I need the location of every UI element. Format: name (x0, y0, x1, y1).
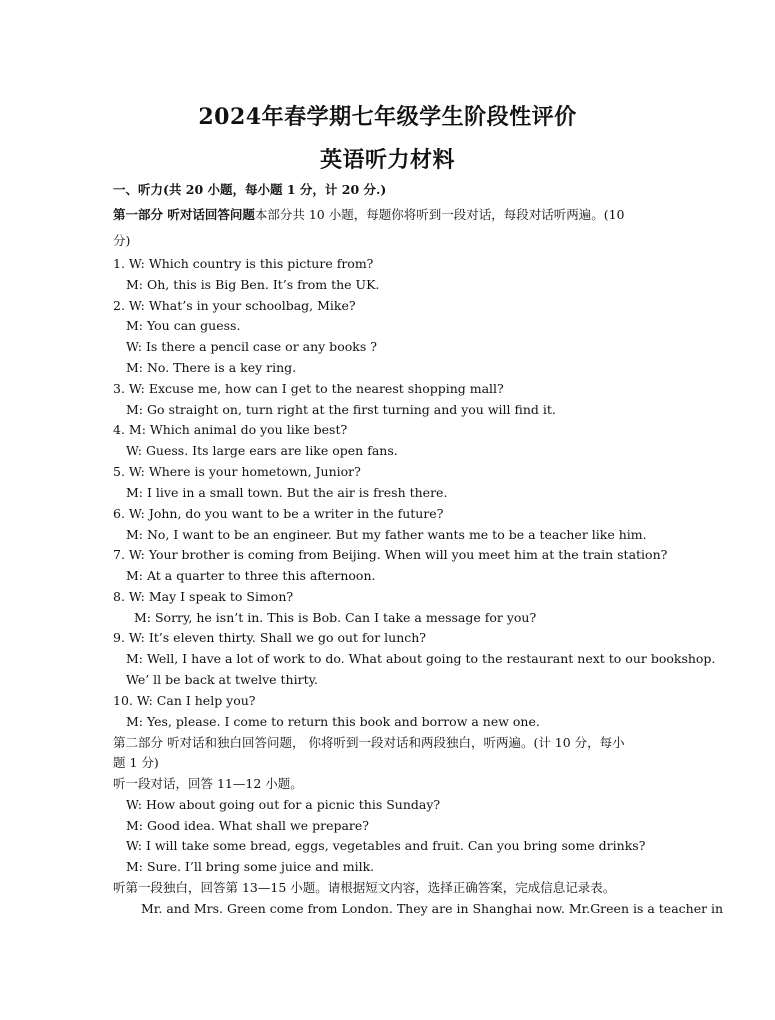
dialogue-line: M: No. There is a key ring. (126, 360, 297, 375)
dialogue-line: M: I live in a small town. But the air is fresh there. (126, 485, 448, 500)
dialogue-line: W: How about going out for a picnic this Sunday? (126, 797, 441, 812)
page-subtitle: 英语听力材料 (319, 147, 455, 173)
dialogue-line: M: No, I want to be an engineer. But my father wants me to be a teacher like him. (126, 527, 647, 542)
dialogue-line: 2. W: What’s in your schoolbag, Mike? (113, 298, 356, 313)
dialogue-line: M: Yes, please. I come to return this book and borrow a new one. (126, 714, 540, 729)
dialogue-line: M: Go straight on, turn right at the first turning and you will find it. (126, 402, 556, 417)
dialogue-line: M: Sure. I’ll bring some juice and milk. (126, 859, 375, 874)
part2-dialog-intro: 听一段对话，回答 11—12 小题。 (113, 776, 303, 791)
dialogue-line: 6. W: John, do you want to be a writer in the future? (113, 506, 444, 521)
dialogue-line: M: Good idea. What shall we prepare? (126, 818, 369, 833)
dialogue-line: We’ ll be back at twelve thirty. (126, 672, 318, 687)
dialogue-line: M: Oh, this is Big Ben. It’s from the UK. (126, 277, 380, 292)
part1-instructions-cont: 分) (113, 233, 131, 248)
dialogue-line: 8. W: May I speak to Simon? (113, 589, 294, 604)
dialogue-line: 1. W: Which country is this picture from? (113, 256, 374, 271)
dialogue-line: 10. W: Can I help you? (113, 693, 256, 708)
dialogue-line: M: Sorry, he isn’t in. This is Bob. Can I take a message for you? (134, 610, 537, 625)
dialogue-line: W: I will take some bread, eggs, vegetables and fruit. Can you bring some drinks? (126, 838, 646, 853)
dialogue-line: 9. W: It’s eleven thirty. Shall we go out for lunch? (113, 630, 426, 645)
part1-instructions: 第一部分 听对话回答问题本部分共 10 小题，每题你将听到一段对话，每段对话听两遍。(10 (113, 207, 625, 222)
page-title: 2024年春学期七年级学生阶段性评价 (198, 104, 577, 130)
dialogue-line: M: Well, I have a lot of work to do. What about going to the restaurant next to our bookshop. (126, 651, 716, 666)
dialogue-line: 7. W: Your brother is coming from Beijing. When will you meet him at the train station? (113, 547, 668, 562)
part2-heading-cont: 题 1 分) (113, 755, 159, 770)
dialogue-line: M: At a quarter to three this afternoon. (126, 568, 376, 583)
dialogue-line: M: You can guess. (126, 318, 241, 333)
dialogue-line: W: Guess. Its large ears are like open fans. (126, 443, 398, 458)
monologue-text: Mr. and Mrs. Green come from London. They are in Shanghai now. Mr.Green is a teacher in (141, 901, 724, 916)
dialogue-line: 5. W: Where is your hometown, Junior? (113, 464, 361, 479)
section-heading: 一、听力(共 20 小题，每小题 1 分，计 20 分.) (113, 182, 387, 197)
part2-heading: 第二部分 听对话和独白回答问题， 你将听到一段对话和两段独白，听两遍。(计 10 分，每小 (113, 735, 625, 750)
part2-mono-intro: 听第一段独白，回答第 13—15 小题。请根据短文内容，选择正确答案，完成信息记录表。 (113, 880, 616, 895)
dialogue-line: W: Is there a pencil case or any books ? (126, 339, 377, 354)
dialogue-line: 4. M: Which animal do you like best? (113, 422, 348, 437)
dialogue-line: 3. W: Excuse me, how can I get to the nearest shopping mall? (113, 381, 504, 396)
